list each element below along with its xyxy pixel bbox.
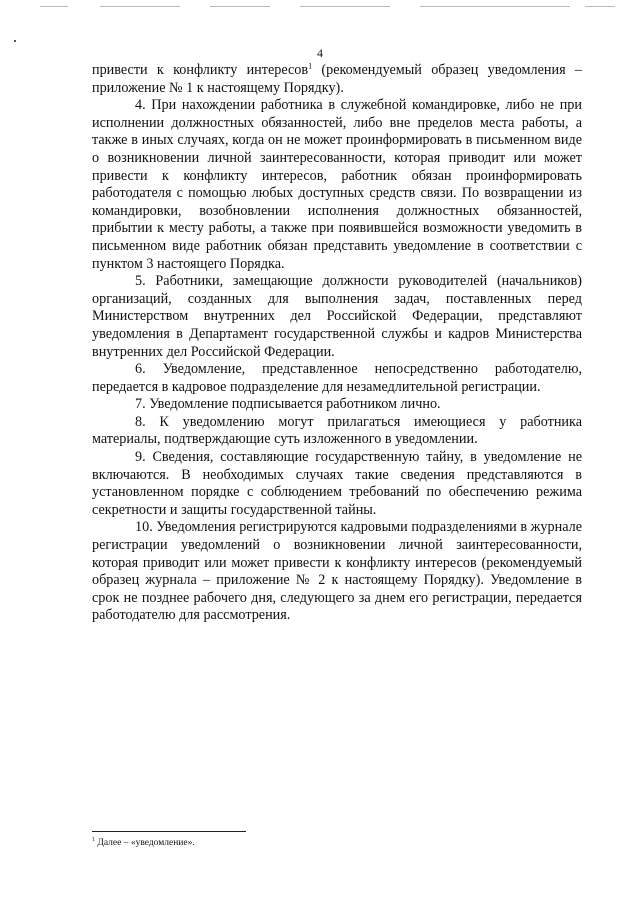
page-number: 4	[317, 46, 323, 60]
paragraph-item-9: 9. Сведения, составляющие государственную тайну, в уведомление не включаются. В необходимых случаях такие сведения представляются в установленном порядке с соблюдением требований по обеспечению режима секретности и защиты государственной тайны.	[92, 449, 582, 518]
footnote-marker: 1	[92, 836, 95, 843]
paragraph-item-8: 8. К уведомлению могут прилагаться имеющиеся у работника материалы, подтверждающие суть изложенного в уведомлении.	[92, 413, 582, 448]
footnote	[92, 837, 195, 849]
paragraph-item-10: 10. Уведомления регистрируются кадровыми подразделениями в журнале регистрации уведомлений о возникновении личной заинтересованности, которая приводит или может привести к конфликту интересов (рекомендуемый образец журнала – приложение № 2 к настоящему Порядку). Уведомление в срок не позднее рабочего дня, следующего за днем его регистрации, передается работодателю для рассмотрения.	[92, 519, 582, 624]
paragraph-item-6: 6. Уведомление, представленное непосредственно работодателю, передается в кадровое подразделение для незамедлительной регистрации.	[92, 361, 582, 395]
footnote-text: Далее – «уведомление».	[95, 838, 195, 848]
paragraph-item-4: 4. При нахождении работника в служебной командировке, либо не при исполнении должностных обязанностей, либо вне пределов места работы, а также в иных случаях, когда он не может проинформировать в письменном виде о возникновении личной заинтересованности, которая приводит или может привести к конфликту интересов, работник обязан проинформировать работодателя с помощью любых доступных средств связи. По возвращении из командировки, возобновлении исполнения должностных обязанностей, прибытии к месту работы, а также при появившейся возможности уведомить в письменном виде работник обязан представить уведомление в соответствии с пунктом 3 настоящего Порядка.	[92, 97, 582, 272]
scan-edge-lines	[0, 0, 640, 12]
paragraph-text: (рекомендуемый образец уведомления – приложение № 1 к настоящему Порядку).	[92, 62, 582, 96]
paragraph-item-7: 7. Уведомление подписывается работником лично.	[135, 396, 441, 413]
footnote-separator	[92, 831, 246, 832]
document-body	[92, 62, 582, 625]
scan-speck	[14, 40, 16, 42]
paragraph-continuation	[92, 62, 582, 97]
paragraph-text: привести к конфликту интересов	[92, 62, 309, 78]
paragraph-item-5: 5. Работники, замещающие должности руководителей (начальников) организаций, созданных для выполнения задач, поставленных перед Министерством внутренних дел Российской Федерации, представляют уведомления в Департамент государственной службы и кадров Министерства внутренних дел Российской Федерации.	[92, 273, 582, 360]
footnote-reference: 1	[308, 61, 313, 71]
